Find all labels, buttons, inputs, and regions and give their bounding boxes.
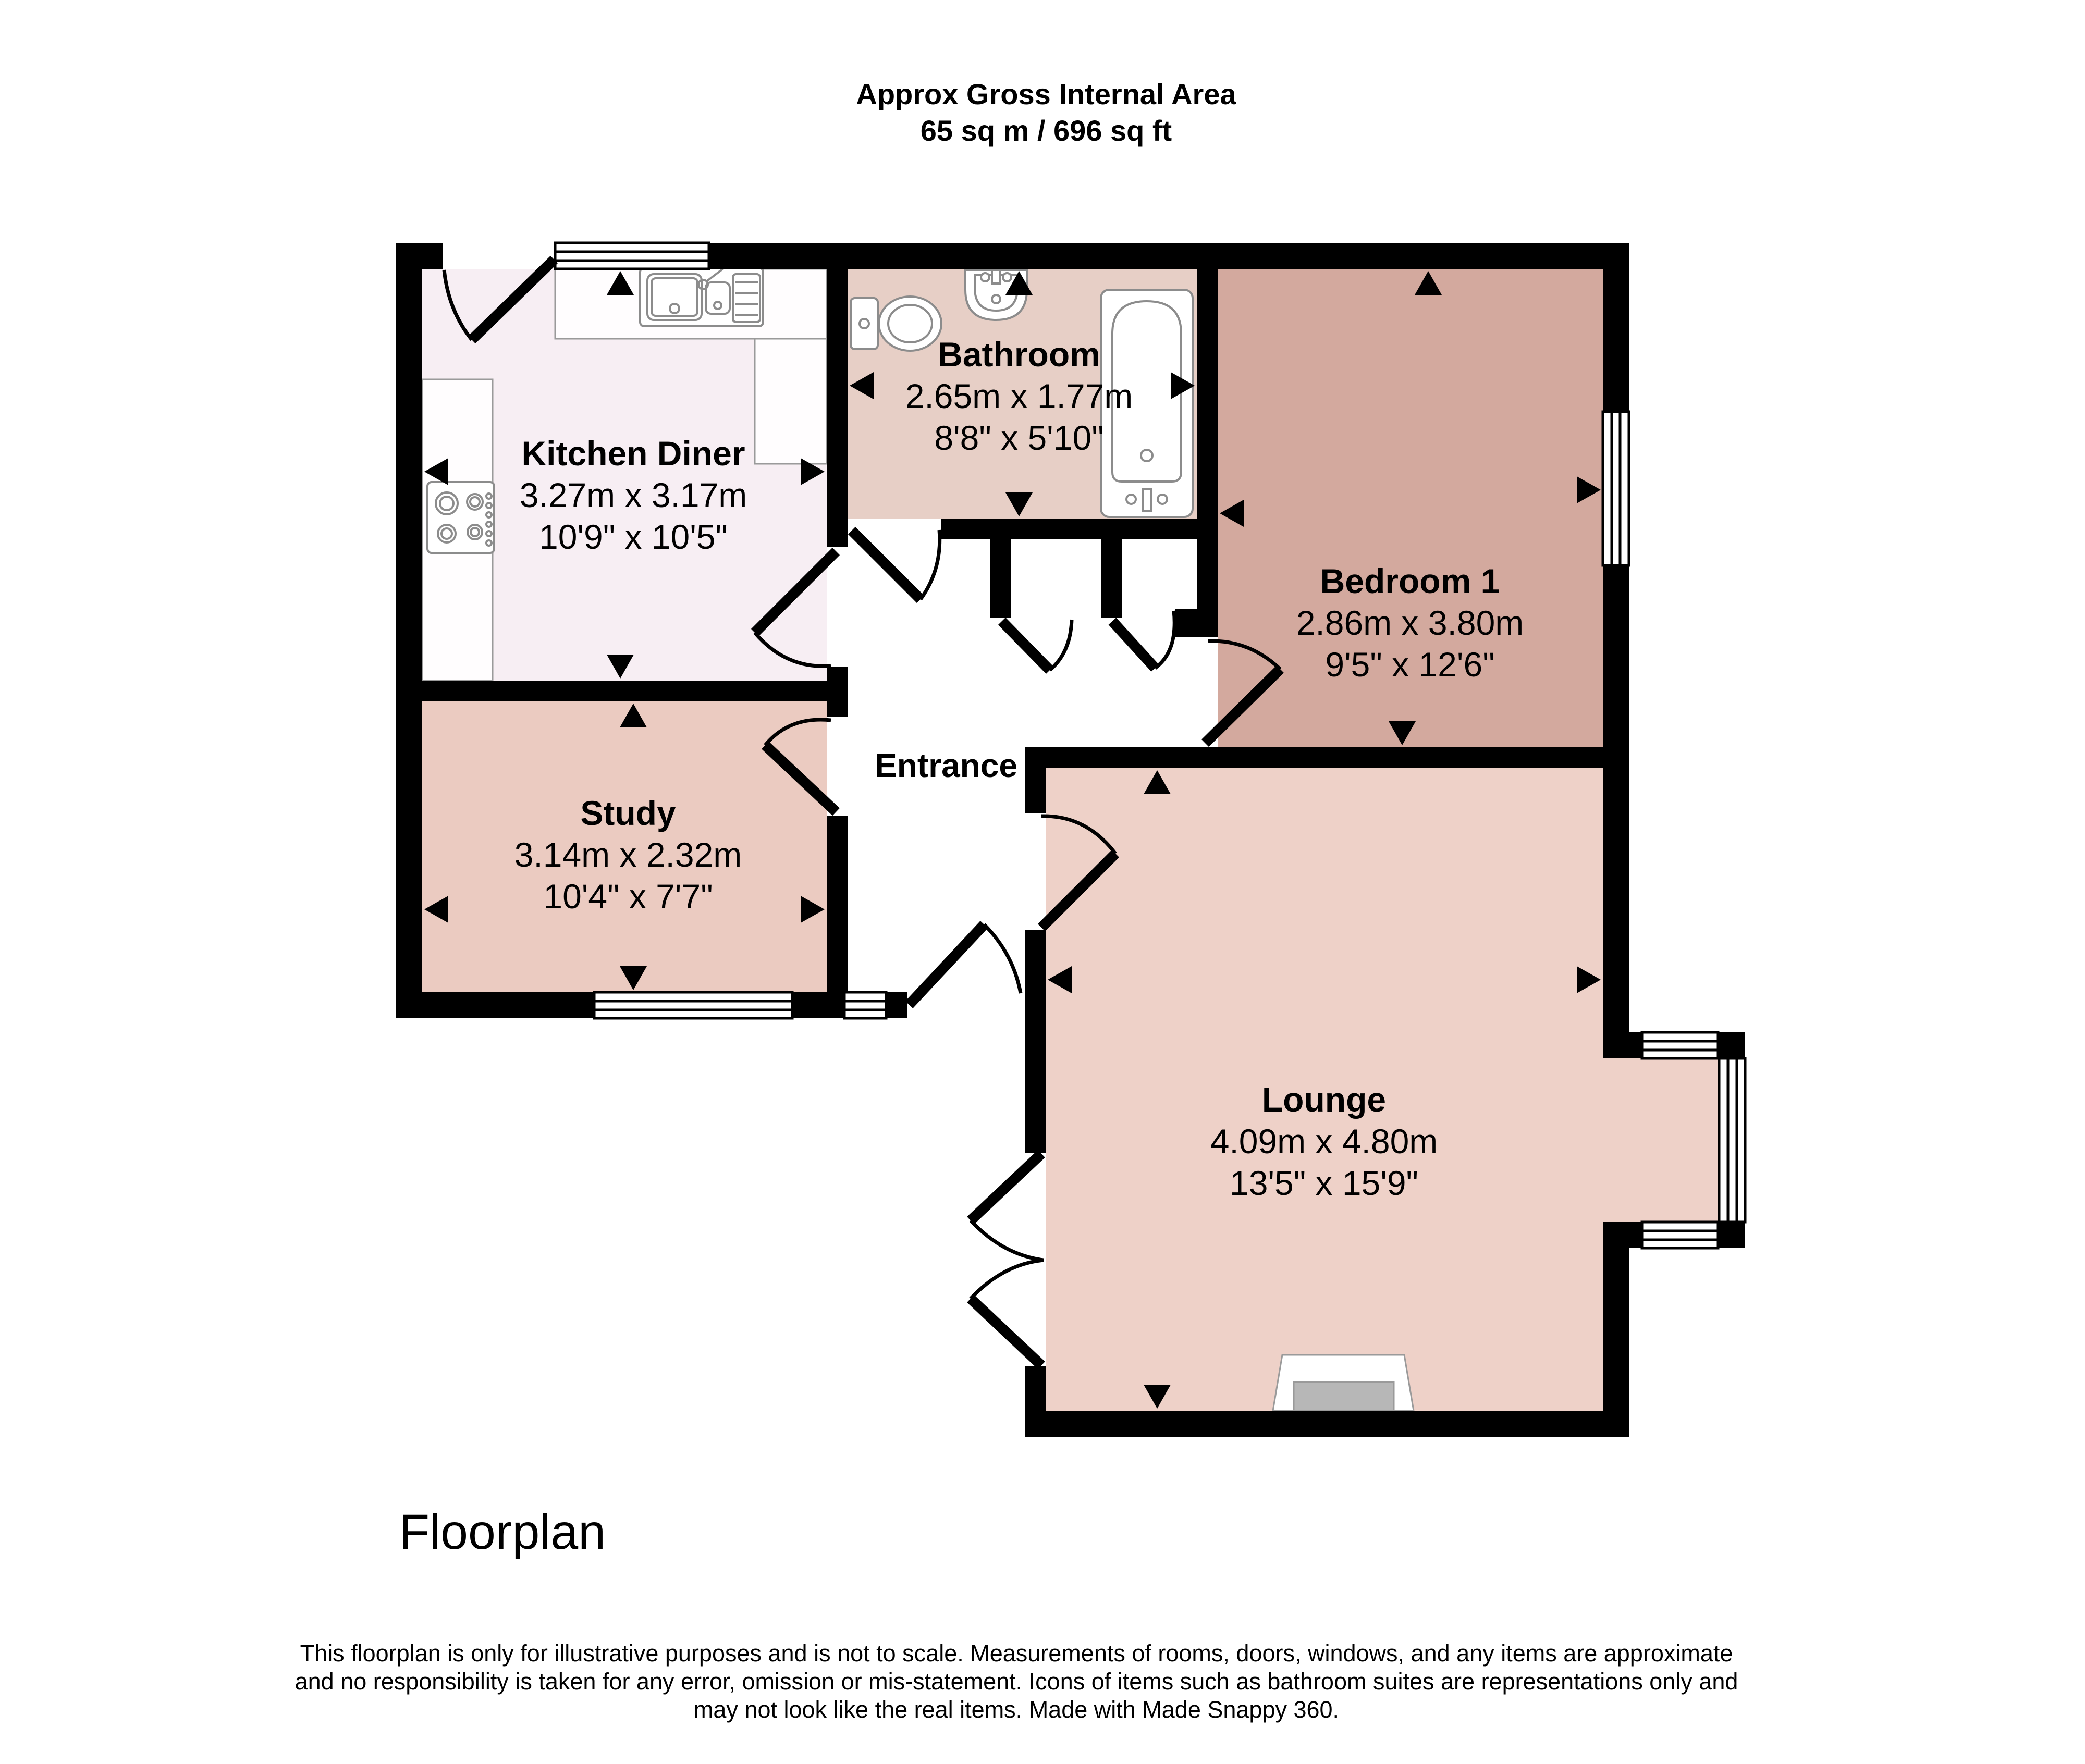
wall-bay-stub (1603, 1222, 1644, 1248)
wall-cupboard-stub (990, 539, 1011, 618)
disclaimer-line2: and no responsibility is taken for any error, omission or mis-statement. Icons of items such as bathroom suites are representations only and (295, 1668, 1738, 1695)
toilet-icon (851, 297, 941, 351)
wall (827, 667, 848, 717)
door-french-top (971, 1154, 1044, 1260)
lounge-metric: 4.09m x 4.80m (1210, 1122, 1438, 1161)
hob-icon (427, 482, 494, 553)
sink-icon (640, 267, 763, 326)
disclaimer (295, 1640, 1738, 1723)
title-line1: Approx Gross Internal Area (856, 78, 1236, 110)
window-hall-front (844, 992, 886, 1018)
wall (792, 992, 844, 1018)
bathroom-imperial: 8'8" x 5'10" (934, 418, 1104, 457)
kitchen-name: Kitchen Diner (521, 434, 745, 473)
window-bedroom1 (1603, 412, 1629, 565)
door-cupboard-1 (1002, 620, 1072, 670)
disclaimer-line1: This floorplan is only for illustrative purposes and is not to scale. Measurements of rooms, doors, windows, and any items are approximate (300, 1640, 1733, 1667)
window-study (594, 992, 792, 1018)
wall (941, 519, 1218, 539)
disclaimer-line3: may not look like the real items. Made with Made Snappy 360. (693, 1696, 1340, 1723)
door-bathroom (852, 530, 940, 599)
wall-cupboard-stub (1101, 539, 1122, 618)
wall (396, 243, 422, 1018)
wall (396, 681, 848, 701)
wall (886, 992, 907, 1018)
wall-bay-corner (1718, 1032, 1745, 1058)
bedroom1-metric: 2.86m x 3.80m (1296, 603, 1524, 642)
bedroom1-name: Bedroom 1 (1320, 562, 1500, 600)
wall-bay-stub (1603, 1032, 1644, 1058)
kitchen-imperial: 10'9" x 10'5" (539, 517, 728, 556)
bedroom1-imperial: 9'5" x 12'6" (1325, 645, 1495, 684)
counter-right (755, 339, 827, 464)
entrance-label: Entrance (875, 747, 1017, 784)
wall-bay-corner (1718, 1222, 1745, 1248)
bathroom-name: Bathroom (938, 335, 1100, 374)
wall (827, 816, 848, 992)
kitchen-metric: 3.27m x 3.17m (519, 476, 747, 514)
lounge-name: Lounge (1261, 1080, 1387, 1119)
wall (1603, 243, 1629, 412)
window-kitchen (555, 243, 709, 269)
window-bay-right (1719, 1058, 1745, 1222)
wall (827, 243, 848, 547)
study-name: Study (580, 794, 676, 832)
wall (1025, 1411, 1629, 1437)
wall (396, 992, 594, 1018)
wall (1197, 243, 1218, 637)
window-bay-bottom (1642, 1222, 1718, 1248)
lounge-imperial: 13'5" x 15'9" (1230, 1164, 1418, 1202)
wall-nub (1175, 609, 1197, 637)
plan-label: Floorplan (399, 1504, 606, 1560)
study-metric: 3.14m x 2.32m (514, 835, 742, 874)
title-line2: 65 sq m / 696 sq ft (920, 114, 1172, 147)
wall (1025, 747, 1046, 813)
wall (1025, 930, 1046, 1153)
door-french-bottom (971, 1260, 1044, 1365)
wall (1025, 747, 1629, 768)
door-cupboard-2 (1112, 611, 1174, 668)
window-bay-top (1642, 1032, 1718, 1058)
door-front-entrance (909, 924, 1021, 1005)
wall (1603, 1248, 1629, 1411)
bathroom-metric: 2.65m x 1.77m (905, 377, 1133, 415)
fireplace-icon (1273, 1355, 1414, 1411)
wall (1603, 565, 1629, 1032)
study-imperial: 10'4" x 7'7" (543, 877, 713, 916)
